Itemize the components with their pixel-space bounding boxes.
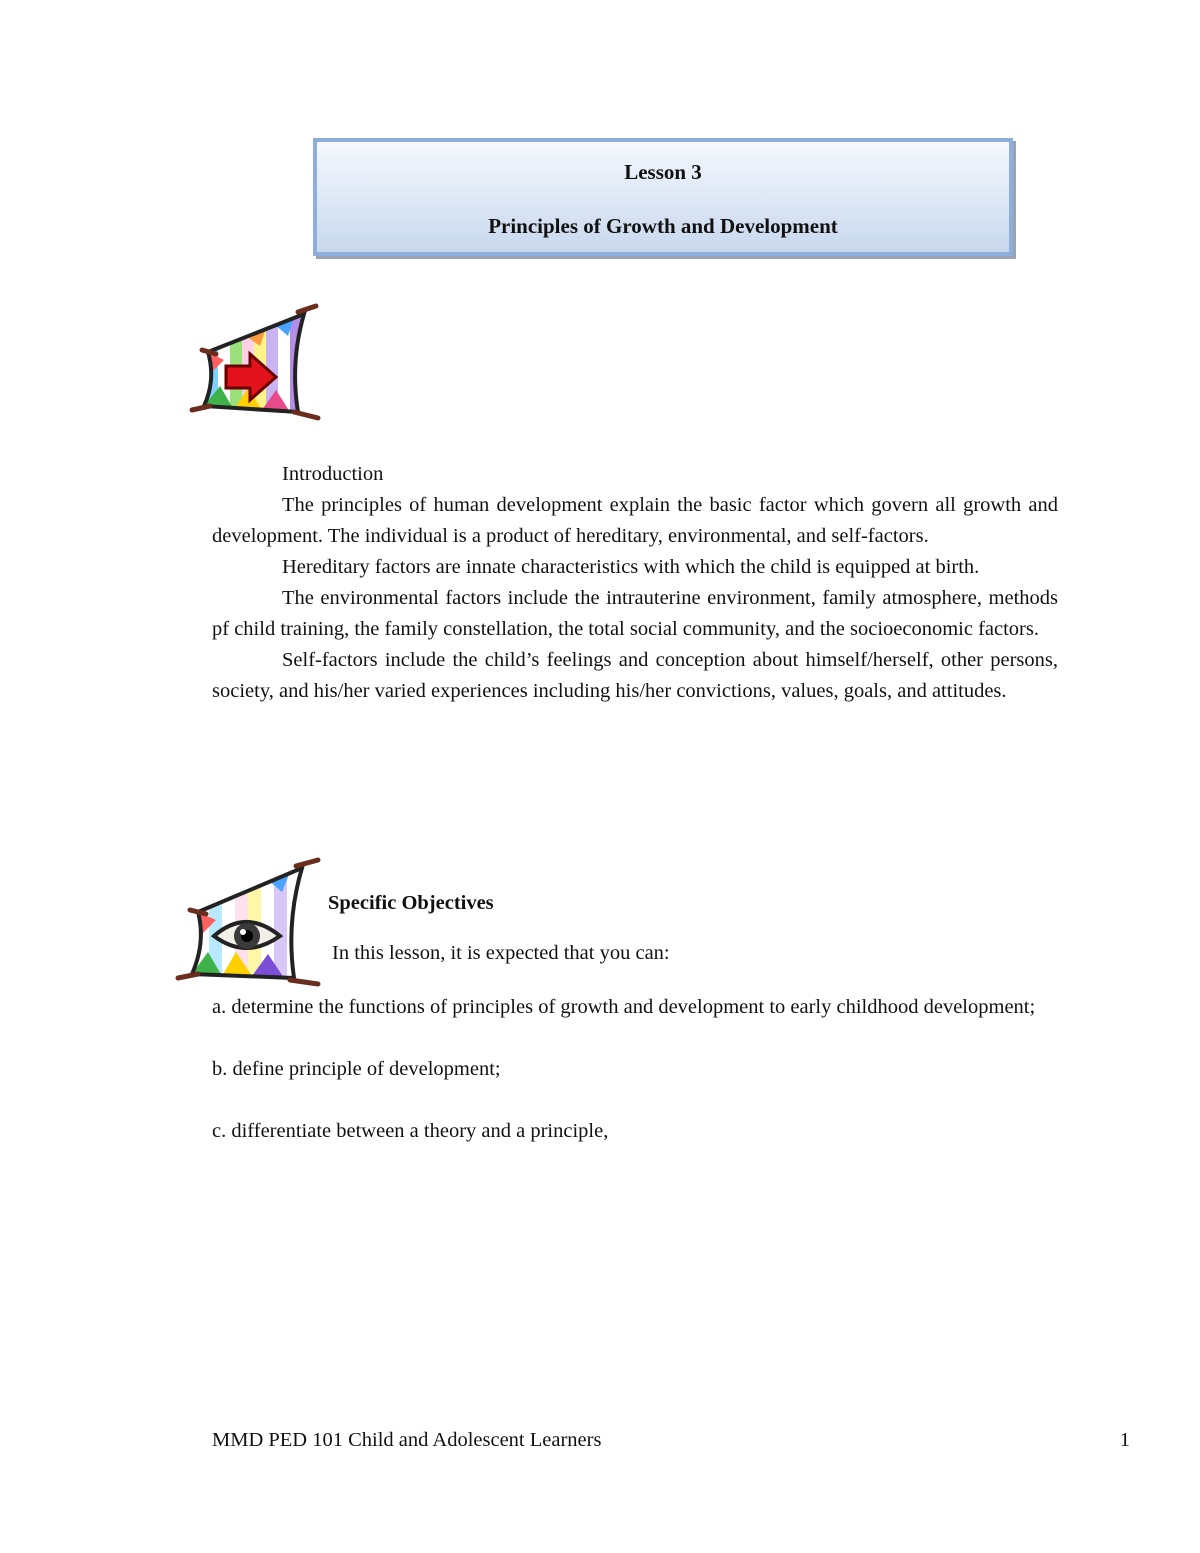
- objective-item: b. define principle of development;: [212, 1058, 501, 1080]
- objective-item: a. determine the functions of principles of growth and development to early childhood development;: [212, 996, 1036, 1018]
- intro-paragraph: The environmental factors include the intrauterine environment, family atmosphere, methods pf child training, the family constellation, the total social community, and the socioeconomic factors.: [212, 587, 1058, 640]
- objectives-title: Specific Objectives: [328, 892, 494, 914]
- objectives-lead: In this lesson, it is expected that you can:: [332, 942, 670, 964]
- page-number: 1: [1119, 1429, 1130, 1451]
- course-name: MMD PED 101 Child and Adolescent Learners: [212, 1429, 602, 1451]
- objective-item: c. differentiate between a theory and a principle,: [212, 1120, 609, 1142]
- lesson-number: Lesson 3: [624, 160, 702, 184]
- intro-paragraph: Hereditary factors are innate characteristics with which the child is equipped at birth.: [282, 556, 980, 578]
- objectives-list: [212, 992, 1058, 1178]
- lesson-title-box: [313, 138, 1013, 256]
- lesson-title: Principles of Growth and Development: [488, 214, 838, 238]
- eye-banner-icon: [172, 856, 327, 991]
- introduction-heading: Introduction: [282, 463, 384, 485]
- intro-paragraph: Self-factors include the child’s feelings and conception about himself/herself, other persons, society, and his/her varied experiences including his/her convictions, values, goals, and attitudes.: [212, 649, 1058, 702]
- introduction-section: [212, 459, 1058, 707]
- intro-paragraph: The principles of human development explain the basic factor which govern all growth and development. The individual is a product of hereditary, environmental, and self-factors.: [212, 494, 1058, 547]
- arrow-banner-icon: [186, 302, 326, 427]
